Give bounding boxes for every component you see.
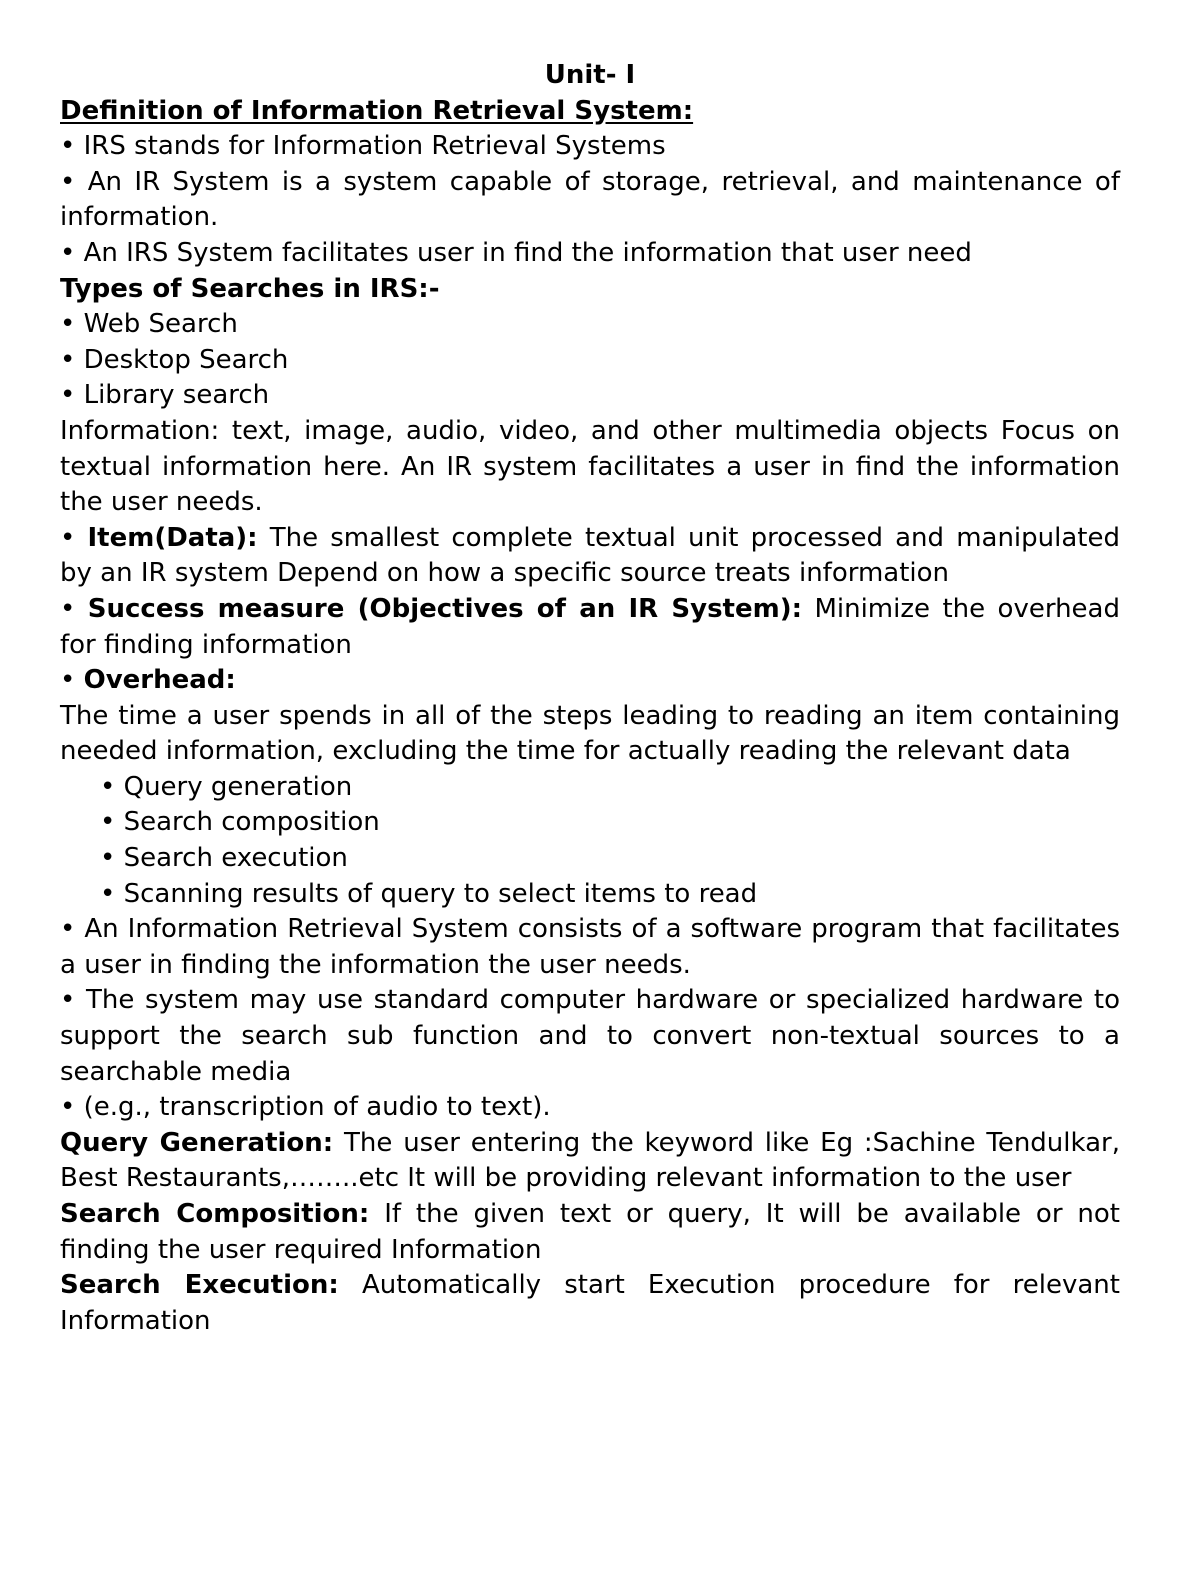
- success-definition: [60, 592, 1120, 663]
- query-generation-text: The user entering the keyword like Eg :Sachine Tendulkar, Best Restaurants,……..etc It will be providing relevant information to the user: [60, 1127, 1121, 1194]
- document-page: [60, 58, 1120, 1339]
- system-point: • The system may use standard computer hardware or specialized hardware to support the search sub function and to convert non-textual sources to a searchable media: [60, 985, 1120, 1087]
- system-point: • An Information Retrieval System consists of a software program that facilitates a user in finding the information the user needs.: [60, 914, 1120, 980]
- overhead-step: • Search execution: [100, 843, 348, 874]
- search-composition-definition: [60, 1197, 1120, 1268]
- system-point: • (e.g., transcription of audio to text).: [60, 1092, 551, 1123]
- bullet: •: [60, 522, 88, 553]
- success-text: Minimize the overhead for finding information: [60, 593, 1120, 660]
- query-generation-definition: [60, 1126, 1120, 1197]
- overhead-step: • Scanning results of query to select items to read: [100, 878, 758, 909]
- search-type-item: • Library search: [60, 380, 270, 411]
- item-text: The smallest complete textual unit processed and manipulated by an IR system Depend on how a specific source treats information: [60, 522, 1120, 589]
- definition-point: • An IR System is a system capable of storage, retrieval, and maintenance of information.: [60, 166, 1120, 233]
- success-term: Success measure (Objectives of an IR System):: [87, 593, 802, 624]
- item-term: Item(Data):: [87, 522, 258, 553]
- overhead-term: Overhead:: [83, 665, 236, 696]
- search-composition-text: If the given text or query, It will be available or not finding the user required Information: [60, 1199, 1120, 1265]
- unit-title: Unit- I: [544, 60, 636, 90]
- item-definition: [60, 521, 1120, 592]
- search-type-item: • Desktop Search: [60, 344, 289, 375]
- overhead-paragraph: The time a user spends in all of the steps leading to reading an item containing needed information, excluding the time for actually reading the relevant data: [60, 700, 1120, 767]
- overhead-step: • Search composition: [100, 807, 380, 838]
- definition-point: • IRS stands for Information Retrieval Systems: [60, 131, 666, 162]
- search-type-item: • Web Search: [60, 309, 238, 340]
- search-execution-text: Automatically start Execution procedure for relevant Information: [60, 1270, 1120, 1336]
- types-heading: Types of Searches in IRS:-: [60, 273, 440, 304]
- search-execution-term: Search Execution:: [60, 1270, 339, 1301]
- definition-point: • An IRS System facilitates user in find the information that user need: [60, 237, 972, 268]
- query-generation-term: Query Generation:: [60, 1127, 334, 1158]
- definition-heading: Definition of Information Retrieval System:: [60, 95, 694, 126]
- bullet: •: [60, 665, 84, 696]
- search-composition-term: Search Composition:: [60, 1199, 370, 1229]
- search-execution-definition: [60, 1268, 1120, 1339]
- bullet: •: [60, 593, 88, 624]
- overhead-step: • Query generation: [100, 771, 353, 802]
- information-paragraph: Information: text, image, audio, video, and other multimedia objects Focus on textual information here. An IR system facilitates a user in find the information the user needs.: [60, 415, 1120, 518]
- overhead-heading: [60, 663, 1120, 699]
